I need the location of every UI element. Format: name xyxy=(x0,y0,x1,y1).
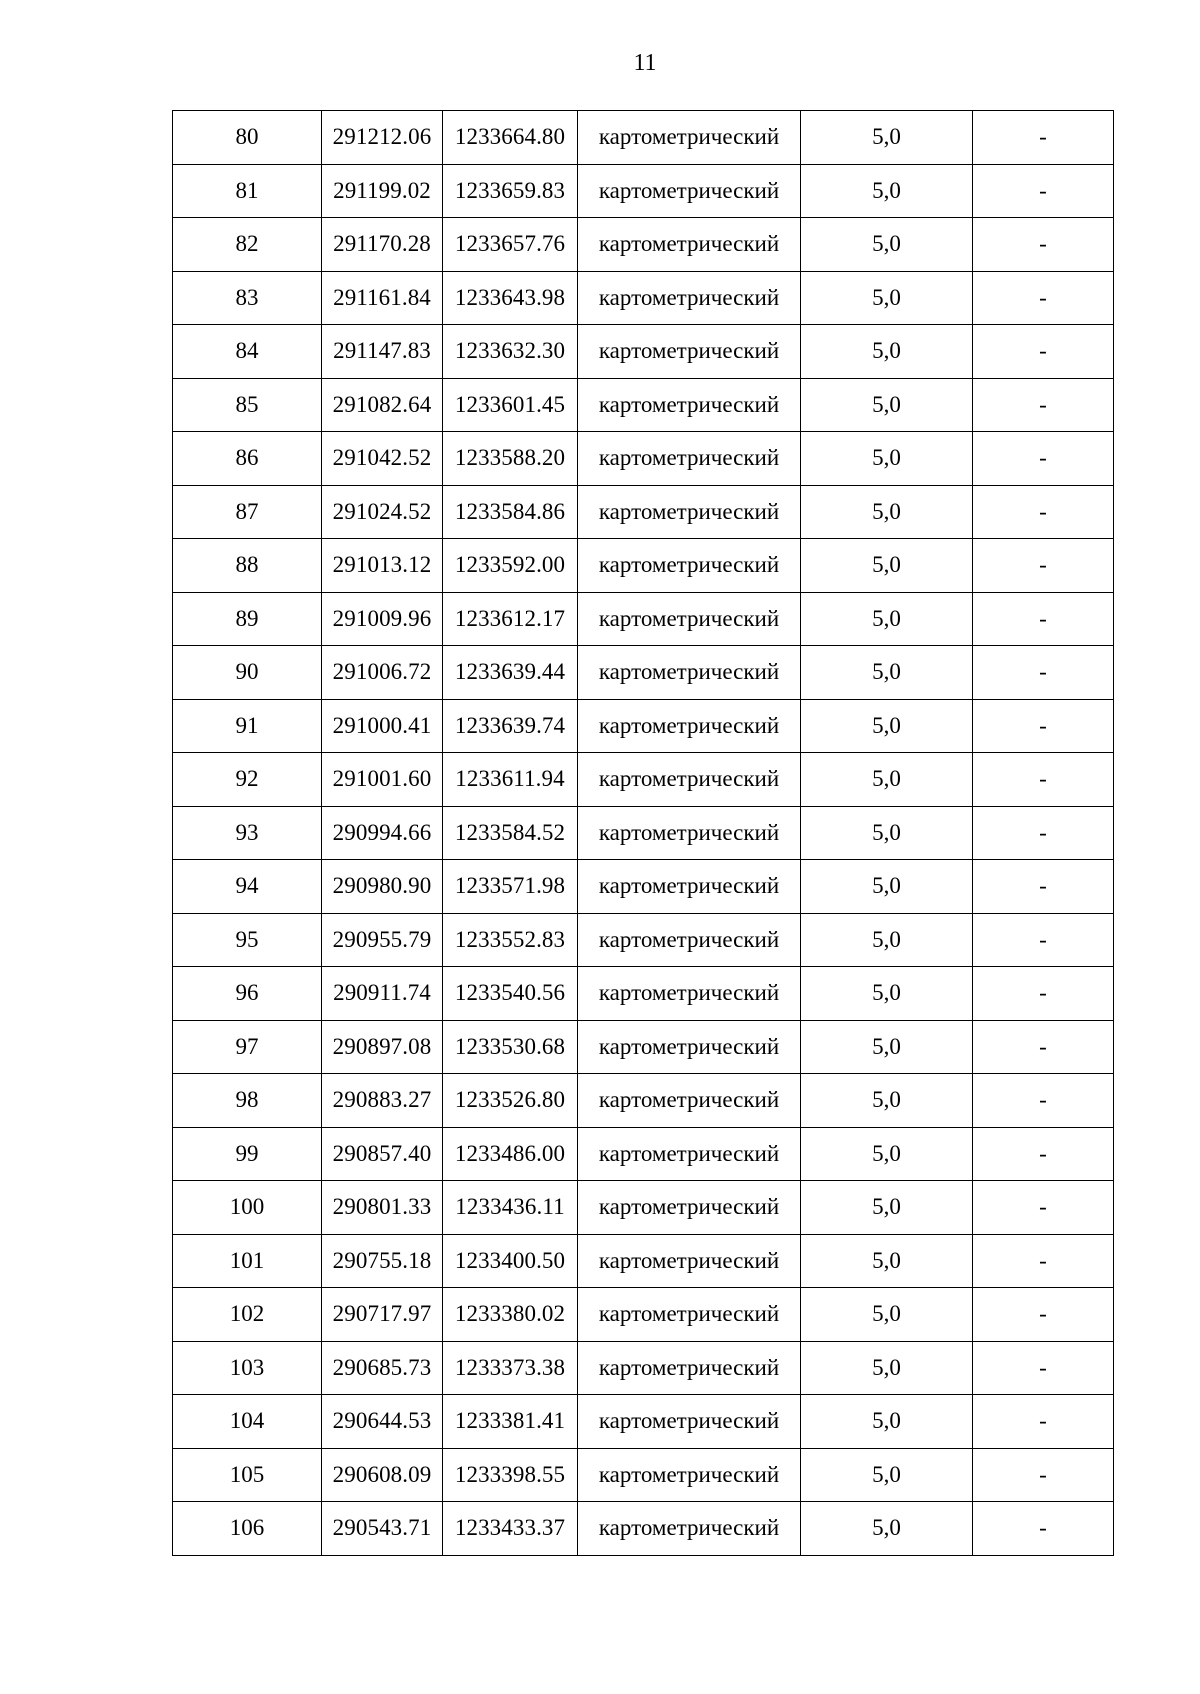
method-cell: картометрический xyxy=(578,1502,801,1556)
x-coordinate-cell: 290801.33 xyxy=(322,1181,443,1235)
accuracy-cell: 5,0 xyxy=(801,967,973,1021)
accuracy-cell: 5,0 xyxy=(801,860,973,914)
table-row xyxy=(173,592,1114,646)
table-row xyxy=(173,271,1114,325)
accuracy-cell: 5,0 xyxy=(801,1127,973,1181)
description-cell: - xyxy=(973,432,1114,486)
table-row xyxy=(173,164,1114,218)
point-number-cell: 86 xyxy=(173,432,322,486)
accuracy-cell: 5,0 xyxy=(801,913,973,967)
accuracy-cell: 5,0 xyxy=(801,539,973,593)
x-coordinate-cell: 291006.72 xyxy=(322,646,443,700)
table-row xyxy=(173,1127,1114,1181)
y-coordinate-cell: 1233584.86 xyxy=(443,485,578,539)
description-cell: - xyxy=(973,1234,1114,1288)
y-coordinate-cell: 1233530.68 xyxy=(443,1020,578,1074)
description-cell: - xyxy=(973,806,1114,860)
method-cell: картометрический xyxy=(578,164,801,218)
description-cell: - xyxy=(973,1074,1114,1128)
description-cell: - xyxy=(973,860,1114,914)
method-cell: картометрический xyxy=(578,1288,801,1342)
accuracy-cell: 5,0 xyxy=(801,432,973,486)
point-number-cell: 90 xyxy=(173,646,322,700)
accuracy-cell: 5,0 xyxy=(801,325,973,379)
description-cell: - xyxy=(973,646,1114,700)
y-coordinate-cell: 1233639.74 xyxy=(443,699,578,753)
method-cell: картометрический xyxy=(578,646,801,700)
accuracy-cell: 5,0 xyxy=(801,164,973,218)
y-coordinate-cell: 1233657.76 xyxy=(443,218,578,272)
description-cell: - xyxy=(973,592,1114,646)
point-number-cell: 96 xyxy=(173,967,322,1021)
method-cell: картометрический xyxy=(578,699,801,753)
x-coordinate-cell: 291199.02 xyxy=(322,164,443,218)
x-coordinate-cell: 290955.79 xyxy=(322,913,443,967)
description-cell: - xyxy=(973,1181,1114,1235)
table-row xyxy=(173,860,1114,914)
x-coordinate-cell: 290644.53 xyxy=(322,1395,443,1449)
method-cell: картометрический xyxy=(578,753,801,807)
point-number-cell: 100 xyxy=(173,1181,322,1235)
accuracy-cell: 5,0 xyxy=(801,806,973,860)
method-cell: картометрический xyxy=(578,325,801,379)
y-coordinate-cell: 1233584.52 xyxy=(443,806,578,860)
table-row xyxy=(173,1234,1114,1288)
accuracy-cell: 5,0 xyxy=(801,111,973,165)
accuracy-cell: 5,0 xyxy=(801,699,973,753)
table-row xyxy=(173,1074,1114,1128)
y-coordinate-cell: 1233381.41 xyxy=(443,1395,578,1449)
method-cell: картометрический xyxy=(578,432,801,486)
description-cell: - xyxy=(973,164,1114,218)
page-number: 11 xyxy=(633,50,657,76)
point-number-cell: 85 xyxy=(173,378,322,432)
x-coordinate-cell: 291170.28 xyxy=(322,218,443,272)
x-coordinate-cell: 291212.06 xyxy=(322,111,443,165)
method-cell: картометрический xyxy=(578,592,801,646)
description-cell: - xyxy=(973,1288,1114,1342)
x-coordinate-cell: 290857.40 xyxy=(322,1127,443,1181)
accuracy-cell: 5,0 xyxy=(801,1288,973,1342)
method-cell: картометрический xyxy=(578,1395,801,1449)
table-row xyxy=(173,485,1114,539)
x-coordinate-cell: 290717.97 xyxy=(322,1288,443,1342)
method-cell: картометрический xyxy=(578,806,801,860)
accuracy-cell: 5,0 xyxy=(801,218,973,272)
y-coordinate-cell: 1233612.17 xyxy=(443,592,578,646)
y-coordinate-cell: 1233373.38 xyxy=(443,1341,578,1395)
table-row xyxy=(173,699,1114,753)
x-coordinate-cell: 291042.52 xyxy=(322,432,443,486)
point-number-cell: 84 xyxy=(173,325,322,379)
y-coordinate-cell: 1233526.80 xyxy=(443,1074,578,1128)
method-cell: картометрический xyxy=(578,485,801,539)
method-cell: картометрический xyxy=(578,1181,801,1235)
point-number-cell: 102 xyxy=(173,1288,322,1342)
method-cell: картометрический xyxy=(578,913,801,967)
accuracy-cell: 5,0 xyxy=(801,1181,973,1235)
description-cell: - xyxy=(973,325,1114,379)
description-cell: - xyxy=(973,1341,1114,1395)
x-coordinate-cell: 291161.84 xyxy=(322,271,443,325)
x-coordinate-cell: 290911.74 xyxy=(322,967,443,1021)
method-cell: картометрический xyxy=(578,1020,801,1074)
point-number-cell: 88 xyxy=(173,539,322,593)
description-cell: - xyxy=(973,1502,1114,1556)
x-coordinate-cell: 290608.09 xyxy=(322,1448,443,1502)
x-coordinate-cell: 290685.73 xyxy=(322,1341,443,1395)
point-number-cell: 83 xyxy=(173,271,322,325)
method-cell: картометрический xyxy=(578,1234,801,1288)
description-cell: - xyxy=(973,967,1114,1021)
y-coordinate-cell: 1233486.00 xyxy=(443,1127,578,1181)
y-coordinate-cell: 1233659.83 xyxy=(443,164,578,218)
table-row xyxy=(173,218,1114,272)
y-coordinate-cell: 1233400.50 xyxy=(443,1234,578,1288)
table-row xyxy=(173,753,1114,807)
description-cell: - xyxy=(973,1395,1114,1449)
method-cell: картометрический xyxy=(578,1127,801,1181)
y-coordinate-cell: 1233632.30 xyxy=(443,325,578,379)
table-row xyxy=(173,1448,1114,1502)
point-number-cell: 104 xyxy=(173,1395,322,1449)
table-row xyxy=(173,1288,1114,1342)
y-coordinate-cell: 1233588.20 xyxy=(443,432,578,486)
description-cell: - xyxy=(973,913,1114,967)
method-cell: картометрический xyxy=(578,967,801,1021)
method-cell: картометрический xyxy=(578,539,801,593)
point-number-cell: 91 xyxy=(173,699,322,753)
x-coordinate-cell: 290755.18 xyxy=(322,1234,443,1288)
table-row xyxy=(173,1020,1114,1074)
table-row xyxy=(173,378,1114,432)
accuracy-cell: 5,0 xyxy=(801,1020,973,1074)
accuracy-cell: 5,0 xyxy=(801,1341,973,1395)
x-coordinate-cell: 290980.90 xyxy=(322,860,443,914)
method-cell: картометрический xyxy=(578,860,801,914)
table-row xyxy=(173,1341,1114,1395)
accuracy-cell: 5,0 xyxy=(801,592,973,646)
point-number-cell: 81 xyxy=(173,164,322,218)
method-cell: картометрический xyxy=(578,111,801,165)
accuracy-cell: 5,0 xyxy=(801,1395,973,1449)
description-cell: - xyxy=(973,1020,1114,1074)
point-number-cell: 97 xyxy=(173,1020,322,1074)
y-coordinate-cell: 1233540.56 xyxy=(443,967,578,1021)
table-row xyxy=(173,1181,1114,1235)
accuracy-cell: 5,0 xyxy=(801,378,973,432)
accuracy-cell: 5,0 xyxy=(801,1502,973,1556)
x-coordinate-cell: 290543.71 xyxy=(322,1502,443,1556)
table-row xyxy=(173,806,1114,860)
y-coordinate-cell: 1233398.55 xyxy=(443,1448,578,1502)
y-coordinate-cell: 1233571.98 xyxy=(443,860,578,914)
method-cell: картометрический xyxy=(578,271,801,325)
method-cell: картометрический xyxy=(578,1448,801,1502)
description-cell: - xyxy=(973,753,1114,807)
y-coordinate-cell: 1233380.02 xyxy=(443,1288,578,1342)
description-cell: - xyxy=(973,271,1114,325)
accuracy-cell: 5,0 xyxy=(801,1074,973,1128)
point-number-cell: 87 xyxy=(173,485,322,539)
x-coordinate-cell: 291024.52 xyxy=(322,485,443,539)
y-coordinate-cell: 1233643.98 xyxy=(443,271,578,325)
table-row xyxy=(173,325,1114,379)
accuracy-cell: 5,0 xyxy=(801,646,973,700)
y-coordinate-cell: 1233664.80 xyxy=(443,111,578,165)
description-cell: - xyxy=(973,485,1114,539)
y-coordinate-cell: 1233611.94 xyxy=(443,753,578,807)
accuracy-cell: 5,0 xyxy=(801,1234,973,1288)
x-coordinate-cell: 291001.60 xyxy=(322,753,443,807)
description-cell: - xyxy=(973,1448,1114,1502)
accuracy-cell: 5,0 xyxy=(801,753,973,807)
point-number-cell: 103 xyxy=(173,1341,322,1395)
table-row xyxy=(173,913,1114,967)
table-row xyxy=(173,1502,1114,1556)
method-cell: картометрический xyxy=(578,1074,801,1128)
description-cell: - xyxy=(973,378,1114,432)
point-number-cell: 89 xyxy=(173,592,322,646)
point-number-cell: 93 xyxy=(173,806,322,860)
table-row xyxy=(173,111,1114,165)
description-cell: - xyxy=(973,218,1114,272)
point-number-cell: 92 xyxy=(173,753,322,807)
method-cell: картометрический xyxy=(578,378,801,432)
point-number-cell: 80 xyxy=(173,111,322,165)
point-number-cell: 105 xyxy=(173,1448,322,1502)
y-coordinate-cell: 1233552.83 xyxy=(443,913,578,967)
point-number-cell: 95 xyxy=(173,913,322,967)
table-row xyxy=(173,967,1114,1021)
y-coordinate-cell: 1233639.44 xyxy=(443,646,578,700)
accuracy-cell: 5,0 xyxy=(801,271,973,325)
point-number-cell: 101 xyxy=(173,1234,322,1288)
point-number-cell: 94 xyxy=(173,860,322,914)
point-number-cell: 98 xyxy=(173,1074,322,1128)
point-number-cell: 106 xyxy=(173,1502,322,1556)
x-coordinate-cell: 291000.41 xyxy=(322,699,443,753)
x-coordinate-cell: 290897.08 xyxy=(322,1020,443,1074)
x-coordinate-cell: 290883.27 xyxy=(322,1074,443,1128)
coordinates-table xyxy=(172,110,1114,1556)
y-coordinate-cell: 1233433.37 xyxy=(443,1502,578,1556)
method-cell: картометрический xyxy=(578,218,801,272)
method-cell: картометрический xyxy=(578,1341,801,1395)
point-number-cell: 82 xyxy=(173,218,322,272)
accuracy-cell: 5,0 xyxy=(801,485,973,539)
x-coordinate-cell: 291009.96 xyxy=(322,592,443,646)
y-coordinate-cell: 1233436.11 xyxy=(443,1181,578,1235)
accuracy-cell: 5,0 xyxy=(801,1448,973,1502)
x-coordinate-cell: 291013.12 xyxy=(322,539,443,593)
description-cell: - xyxy=(973,699,1114,753)
coordinates-table-body xyxy=(173,111,1114,1556)
description-cell: - xyxy=(973,111,1114,165)
x-coordinate-cell: 291082.64 xyxy=(322,378,443,432)
x-coordinate-cell: 291147.83 xyxy=(322,325,443,379)
y-coordinate-cell: 1233592.00 xyxy=(443,539,578,593)
table-row xyxy=(173,539,1114,593)
y-coordinate-cell: 1233601.45 xyxy=(443,378,578,432)
x-coordinate-cell: 290994.66 xyxy=(322,806,443,860)
description-cell: - xyxy=(973,1127,1114,1181)
table-row xyxy=(173,432,1114,486)
description-cell: - xyxy=(973,539,1114,593)
point-number-cell: 99 xyxy=(173,1127,322,1181)
table-row xyxy=(173,646,1114,700)
table-row xyxy=(173,1395,1114,1449)
